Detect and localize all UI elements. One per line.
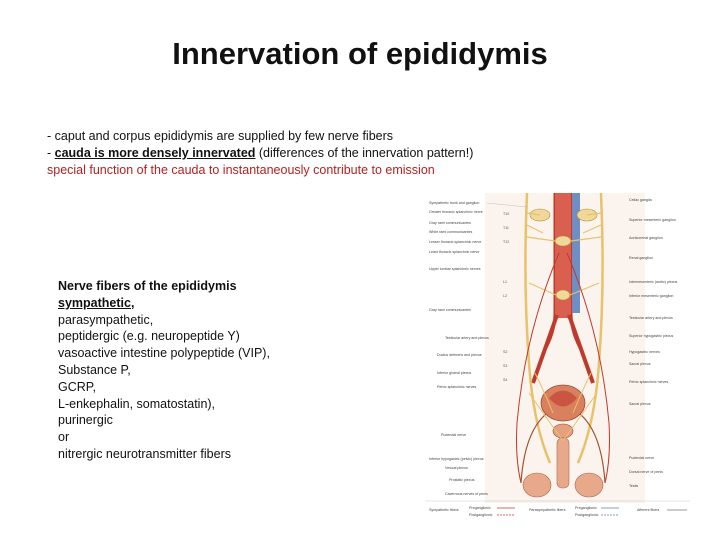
intro-text (47, 128, 687, 179)
right-label: Superior mesenteric ganglion (629, 218, 676, 222)
fiber-list-heading: Nerve fibers of the epididymis (58, 279, 237, 293)
fiber-item: peptidergic (e.g. neuropeptide Y) (58, 329, 240, 344)
vena-cava (572, 193, 580, 313)
right-label: Superior hypogastric plexus (629, 334, 674, 338)
legend-pre-para: Preganglionic (575, 506, 597, 510)
left-label: Cavernous nerves of penis (445, 492, 488, 496)
left-label: Inferior hypogastric (pelvic) plexus (429, 457, 484, 461)
anatomy-figure (425, 193, 705, 523)
fiber-item: or (58, 430, 70, 445)
fiber-list (58, 278, 318, 463)
legend-sympathetic: Sympathetic fibers (429, 508, 459, 512)
superior-mesenteric-ganglion (555, 236, 571, 246)
left-label: Sympathetic trunk and ganglion (429, 201, 480, 205)
right-label: Dorsal nerve of penis (629, 470, 663, 474)
segment-label: T10 (503, 212, 510, 216)
right-label: Intermesenteric (aortic) plexus (629, 280, 678, 284)
segment-label: L2 (503, 294, 507, 298)
fiber-item: purinergic (58, 413, 113, 428)
segment-label: S4 (503, 378, 508, 382)
fiber-item: L-enkephalin, somatostatin), (58, 396, 216, 411)
testis-left (523, 473, 551, 497)
fiber-item: Substance P, (58, 362, 131, 377)
fiber-item: GCRP, (58, 379, 96, 394)
intro-line-function: special function of the cauda to instantaneously contribute to emission (47, 163, 435, 177)
left-label: Vesical plexus (445, 466, 468, 470)
left-label: White rami communicantes (429, 230, 473, 234)
left-label: Pudendal nerve (441, 433, 467, 437)
testis-right (575, 473, 603, 497)
segment-label: T11 (503, 226, 509, 230)
intro-line-cauda-emphasis: cauda is more densely innervated (54, 146, 256, 160)
left-label: Gray rami communicantes (429, 221, 471, 225)
segment-label: L1 (503, 280, 507, 284)
right-label: Testicular artery and plexus (629, 316, 673, 320)
intro-line-cauda-rest: (differences of the innervation pattern!) (255, 146, 474, 160)
left-label: Testicular artery and plexus (445, 336, 489, 340)
segment-label: S2 (503, 350, 508, 354)
slide-title: Innervation of epididymis (172, 36, 548, 71)
left-label: Lesser thoracic splanchnic nerve (429, 240, 482, 244)
left-label: Pelvic splanchnic nerves (437, 385, 477, 389)
left-label: Greater thoracic splanchnic nerve (429, 210, 483, 214)
left-label: Inferior gluteal plexus (437, 371, 472, 375)
legend-pre-sym: Preganglionic (469, 506, 491, 510)
right-label: Sacral plexus (629, 402, 651, 406)
fiber-item: vasoactive intestine polypeptide (VIP), (58, 346, 270, 361)
legend-post-sym: Postganglionic (469, 513, 493, 517)
fiber-item: parasympathetic, (58, 312, 154, 327)
intro-line-cauda (47, 145, 687, 162)
left-label: Upper lumbar splanchnic nerves (429, 267, 481, 271)
right-label: Pudendal nerve (629, 456, 655, 460)
segment-label: T12 (503, 240, 510, 244)
right-label: Inferior mesenteric ganglion (629, 294, 674, 298)
intro-line-cauda-prefix: - (47, 146, 55, 160)
right-label: Testis (629, 484, 639, 488)
left-label: Gray rami communicantes (429, 308, 471, 312)
figure-legend (425, 501, 690, 517)
left-label: Prostatic plexus (449, 478, 475, 482)
right-label: Sacral plexus (629, 362, 651, 366)
right-label: Hypogastric nerves (629, 350, 660, 354)
intro-line-caput: - caput and corpus epididymis are supplied by few nerve fibers (47, 129, 394, 143)
fiber-item-sympathetic: sympathetic, (58, 295, 135, 310)
innervation-diagram (425, 193, 705, 523)
right-label: Celiac ganglia (629, 198, 652, 202)
left-label: Ductus deferens and plexus (437, 353, 482, 357)
legend-post-para: Postganglionic (575, 513, 599, 517)
inferior-mesenteric-ganglion (556, 290, 570, 300)
right-label: Renal ganglion (629, 256, 653, 260)
fiber-item: nitrergic neurotransmitter fibers (58, 446, 231, 461)
legend-afferent: Afferent fibers (637, 508, 660, 512)
right-label: Pelvic splanchnic nerves (629, 380, 669, 384)
penis (557, 438, 569, 488)
left-label: Least thoracic splanchnic nerve (429, 250, 480, 254)
right-label: Aorticorenal ganglion (629, 236, 663, 240)
segment-label: S3 (503, 364, 508, 368)
legend-parasympathetic: Parasympathetic fibers (529, 508, 566, 512)
